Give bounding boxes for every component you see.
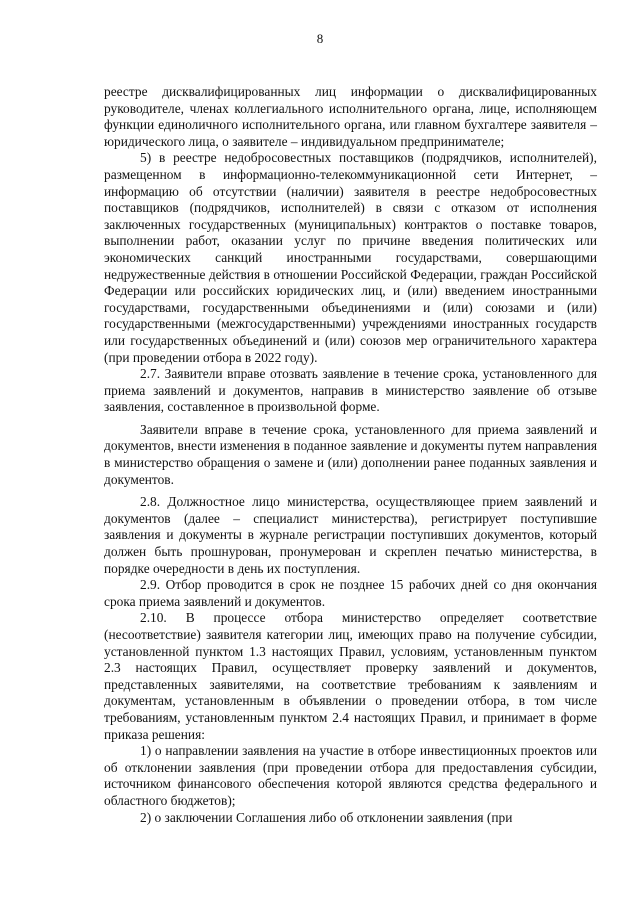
paragraph-item-5: 5) в реестре недобросовестных поставщиков (подрядчиков, исполнителей), размещенном в информационно-телекоммуникационной сети Интернет, – информацию об отсутствии (наличии) заявителя в реестре недобросовестных поставщиков (подрядчиков, исполнителей) в связи с отказом от исполнения заключенных государственных (муниципальных) контрактов о поставке товаров, выполнении работ, оказании услуг по причине введения политических или экономических санкций иностранными государствами, совершающими недружественные действия в отношении Российской Федерации, граждан Российской Федерации или российских юридических лиц, и (или) введением иностранными государствами, государственными объединениями и (или) союзами и (или) государственными (межгосударственными) учреждениями иностранных государств или государственных объединений и (или) союзов мер ограничительного характера (при проведении отбора в 2022 году). xyxy=(104,150,597,365)
page-number: 8 xyxy=(316,31,324,46)
paragraph-decision-2: 2) о заключении Соглашения либо об отклонении заявления (при xyxy=(140,809,513,825)
paragraph-2-10: 2.10. В процессе отбора министерство определяет соответствие (несоответствие) заявителя категории лиц, имеющих право на получение субсидии, установленной пунктом 1.3 настоящих Правил, условиям, установленным пунктом 2.3 настоящих Правил, осуществляет проверку заявлений и документов, представленных заявителями, на соответствие требованиям к заявлениям и документам, установленным в объявлении о проведении отбора, в том числе требованиям, установленным пунктом 2.4 настоящих Правил, и принимает в форме приказа решения: xyxy=(104,610,597,742)
paragraph-2-8: 2.8. Должностное лицо министерства, осуществляющее прием заявлений и документов (далее – специалист министерства), регистрирует поступившие заявления и документы в журнале регистрации поступивших документов, который должен быть прошнурован, пронумерован и скреплен печатью министерства, в порядке очередности в день их поступления. xyxy=(104,494,597,576)
paragraph-decision-1: 1) о направлении заявления на участие в отборе инвестиционных проектов или об отклонении заявления (при проведении отбора для предоставления субсидии, источником финансового обеспечения которой являются средства федерального и областного бюджетов); xyxy=(104,743,597,808)
paragraph-2-9: 2.9. Отбор проводится в срок не позднее 15 рабочих дней со дня окончания срока приема заявлений и документов. xyxy=(104,577,597,609)
paragraph-2-7: 2.7. Заявители вправе отозвать заявление в течение срока, установленного для приема заявлений и документов, направив в министерство заявление об отзыве заявления, составленное в произвольной форме. xyxy=(104,366,597,415)
document-body xyxy=(104,84,597,826)
paragraph-changes: Заявители вправе в течение срока, установленного для приема заявлений и документов, внести изменения в поданное заявление и документы путем направления в министерство обращения о замене и (или) дополнении ранее поданных заявления и документов. xyxy=(104,421,597,487)
paragraph-registry-continuation: реестре дисквалифицированных лиц информации о дисквалифицированных руководителе, членах коллегиального исполнительного органа, лице, исполняющем функции единоличного исполнительного органа, или главном бухгалтере заявителя – юридического лица, о заявителе – индивидуальном предпринимателе; xyxy=(104,84,597,149)
